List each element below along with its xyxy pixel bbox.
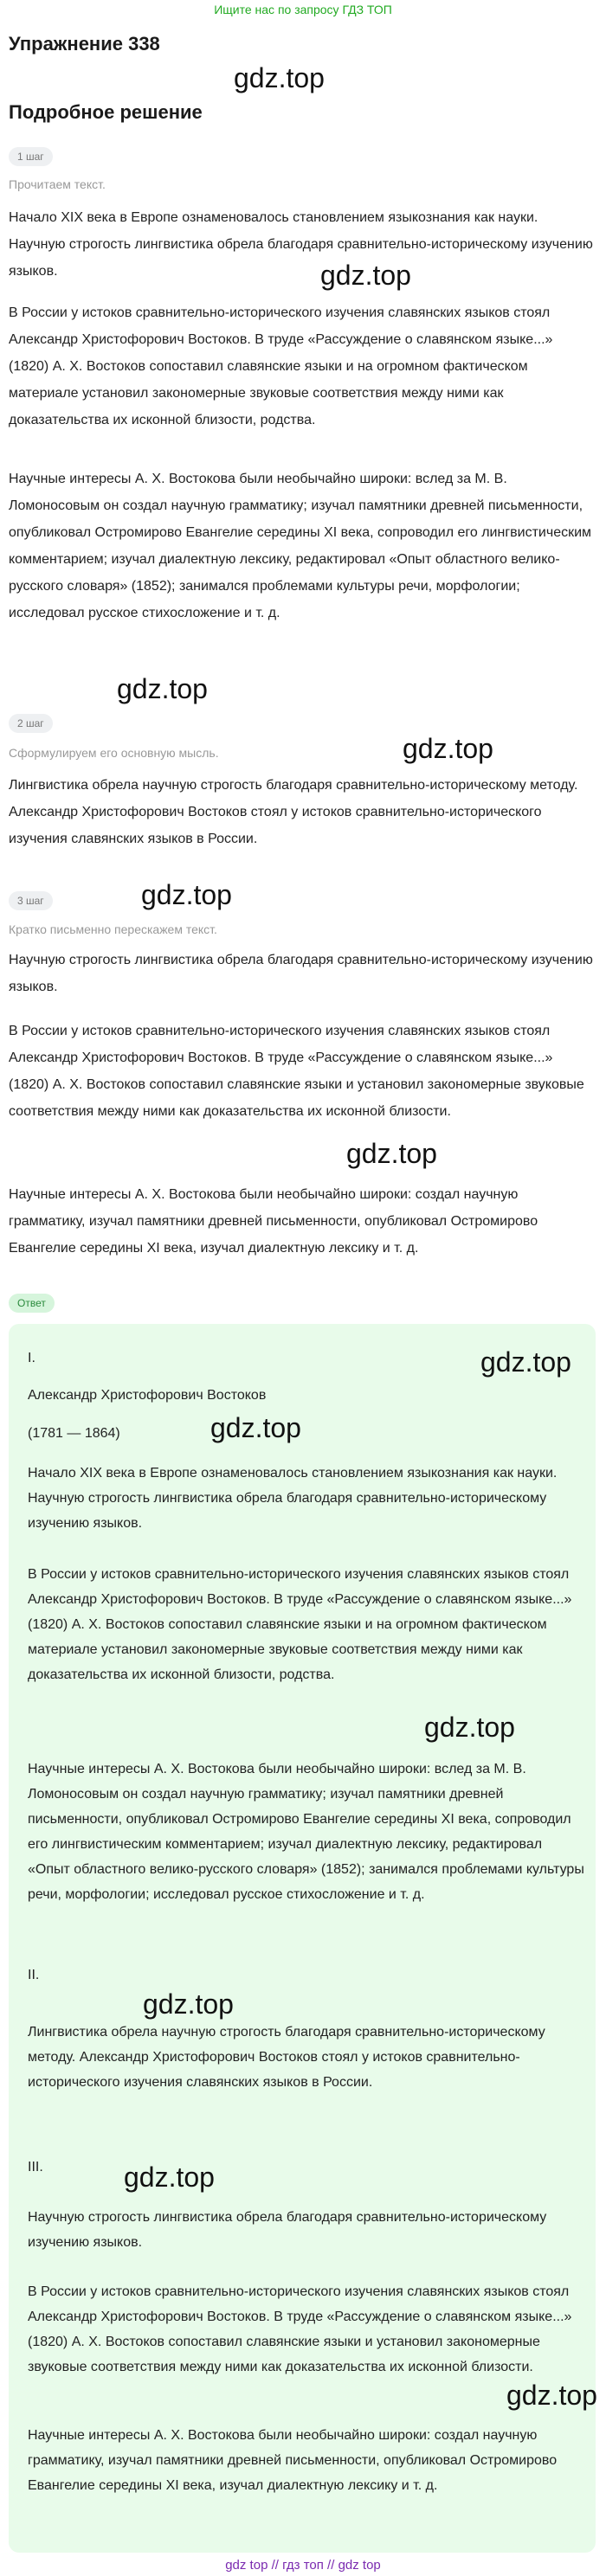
answer-paragraph: Научные интересы А. Х. Востокова были необычайно широки: создал научную грамматику, изучал памятники древней письменности, опубликовал Остромирово Евангелие середины XI века, изучал диалектную лексику и т. д.: [28, 2428, 558, 2493]
step-paragraph: В России у истоков сравнительно-исторического изучения славянских языков стоял Александр Христофорович Востоков. В труде «Рассуждение о славянском языке...» (1820) А. Х. Востоков сопоставил славянские языки и установил закономерные звуковые соответствия между ними как доказательства их исконной близости.: [9, 1024, 584, 1119]
step-hint: Сформулируем его основную мысль.: [9, 746, 219, 760]
step-badge: 1 шаг: [9, 147, 53, 166]
section-title: Подробное решение: [9, 101, 203, 123]
step-paragraph: В России у истоков сравнительно-исторического изучения славянских языков стоял Александр Христофорович Востоков. В труде «Рассуждение о славянском языке...» (1820) А. Х. Востоков сопоставил славянские языки и на огромном фактическом материале установил закономерные звуковые соответствия между ними как доказательства их исконной близости, родства.: [9, 305, 553, 427]
watermark: gdz.top: [143, 1988, 234, 2020]
watermark: gdz.top: [117, 673, 208, 704]
answer-paragraph: Лингвистика обрела научную строгость благодаря сравнительно-историческому методу. Александр Христофорович Востоков стоял у истоков сравнительно-исторического изучения славянских языков в России.: [28, 2025, 545, 2090]
footer-link[interactable]: гдз топ: [282, 2558, 324, 2573]
step-paragraph: Лингвистика обрела научную строгость благодаря сравнительно-историческому методу. Александр Христофорович Востоков стоял у истоков сравнительно-исторического изучения славянских языков в России.: [9, 778, 578, 846]
watermark: gdz.top: [210, 1412, 301, 1443]
watermark: gdz.top: [234, 62, 325, 93]
answer-paragraph: В России у истоков сравнительно-исторического изучения славянских языков стоял Александр Христофорович Востоков. В труде «Рассуждение о славянском языке...» (1820) А. Х. Востоков сопоставил славянские языки и установил закономерные звуковые соответствия между ними как доказательства их исконной близости.: [28, 2284, 572, 2374]
watermark: gdz.top: [141, 879, 232, 910]
watermark: gdz.top: [424, 1712, 515, 1743]
answer-paragraph: (1781 — 1864): [28, 1426, 120, 1441]
step-paragraph: Научные интересы А. Х. Востокова были необычайно широки: вслед за М. В. Ломоносовым он создал научную грамматику; изучал памятники древней письменности, опубликовал Остромирово Евангелие середины XI века, сопроводил его лингвистическим комментарием; изучал диалектную лексику, редактировал «Опыт областного велико-русского словаря» (1852); занимался проблемами культуры речи, морфологии; исследовал русское стихосложение и т. д.: [9, 472, 592, 620]
watermark: gdz.top: [346, 1138, 437, 1169]
watermark: gdz.top: [480, 1346, 571, 1378]
watermark: gdz.top: [124, 2162, 215, 2193]
answer-paragraph: III.: [28, 2160, 43, 2175]
step-paragraph: Начало XIX века в Европе ознаменовалось становлением языкознания как науки. Научную строгость лингвистика обрела благодаря сравнительно-историческому изучению языков.: [9, 210, 593, 279]
answer-paragraph: Научную строгость лингвистика обрела благодаря сравнительно-историческому изучению языков.: [28, 2210, 547, 2250]
footer-link[interactable]: gdz top: [225, 2558, 268, 2573]
answer-paragraph: II.: [28, 1968, 40, 1982]
watermark: gdz.top: [403, 733, 493, 764]
footer-separator: //: [327, 2558, 335, 2573]
watermark: gdz.top: [506, 2380, 597, 2411]
answer-paragraph: Александр Христофорович Востоков: [28, 1388, 267, 1403]
step-badge: 3 шаг: [9, 891, 53, 910]
footer: [0, 2555, 606, 2576]
step-paragraph: Научные интересы А. Х. Востокова были необычайно широки: создал научную грамматику, изучал памятники древней письменности, опубликовал Остромирово Евангелие середины XI века, изучал диалектную лексику и т. д.: [9, 1187, 538, 1256]
step-paragraph: Научную строгость лингвистика обрела благодаря сравнительно-историческому изучению языков.: [9, 953, 593, 994]
footer-separator: //: [271, 2558, 279, 2573]
footer-link[interactable]: gdz top: [338, 2558, 381, 2573]
step-hint: Кратко письменно перескажем текст.: [9, 922, 217, 936]
watermark: gdz.top: [320, 260, 411, 291]
answer-paragraph: В России у истоков сравнительно-исторического изучения славянских языков стоял Александр Христофорович Востоков. В труде «Рассуждение о славянском языке...» (1820) А. Х. Востоков сопоставил славянские языки и на огромном фактическом материале установил закономерные звуковые соответствия между ними как доказательства их исконной близости, родства.: [28, 1567, 572, 1682]
answer-badge: Ответ: [9, 1294, 55, 1313]
page-title: Упражнение 338: [9, 33, 160, 55]
step-badge: 2 шаг: [9, 714, 53, 733]
answer-paragraph: I.: [28, 1351, 35, 1365]
answer-paragraph: Начало XIX века в Европе ознаменовалось становлением языкознания как науки. Научную строгость лингвистика обрела благодаря сравнительно-историческому изучению языков.: [28, 1466, 558, 1531]
top-banner: Ищите нас по запросу ГДЗ ТОП: [214, 3, 392, 16]
step-hint: Прочитаем текст.: [9, 177, 106, 191]
answer-paragraph: Научные интересы А. Х. Востокова были необычайно широки: вслед за М. В. Ломоносовым он создал научную грамматику; изучал памятники древней письменности, опубликовал Остромирово Евангелие середины XI века, сопроводил его лингвистическим комментарием; изучал диалектную лексику, редактировал «Опыт областного велико-русского словаря» (1852); занимался проблемами культуры речи, морфологии; исследовал русское стихосложение и т. д.: [28, 1762, 584, 1902]
